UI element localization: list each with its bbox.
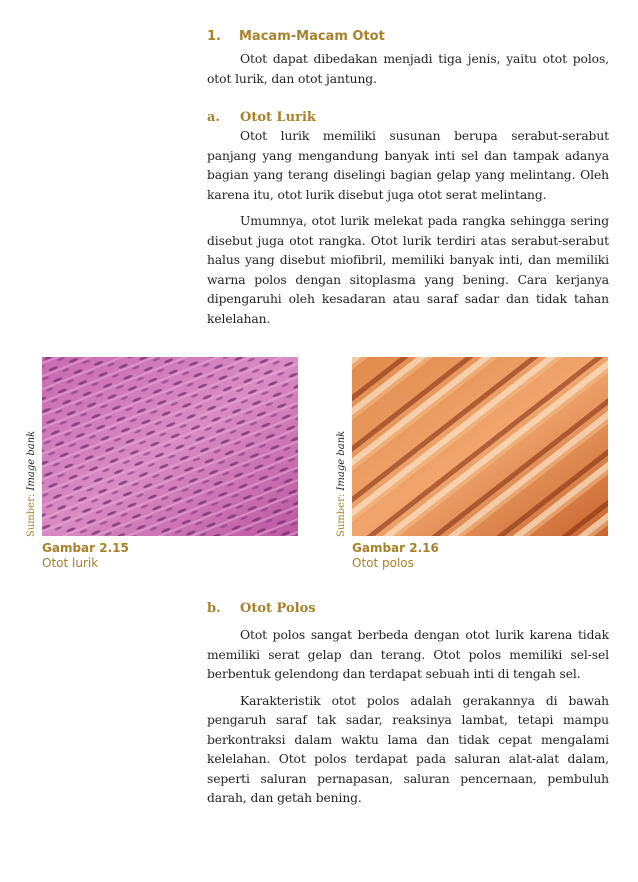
subsection-b-letter: b. [207, 601, 221, 616]
section-intro-block [207, 50, 609, 89]
figure-image-striated-muscle [42, 357, 298, 536]
paragraph: Otot lurik memiliki susunan berupa serabut-serabut panjang yang mengandung banyak inti sel dan tampak adanya bagian yang terang diselingi bagian gelap yang melintang. Oleh karena itu, otot lurik disebut juga otot serat melintang. [207, 129, 609, 202]
paragraph: Umumnya, otot lurik melekat pada rangka sehingga sering disebut juga otot rangka. Otot lurik terdiri atas serabut-serabut halus yang disebut miofibril, memiliki banyak inti, dan memiliki warna polos dengan sitoplasma yang bening. Cara kerjanya dipengaruhi oleh kesadaran atau saraf sadar dan tidak tahan kelelahan. [207, 214, 609, 326]
subsection-b-body [207, 626, 609, 809]
section-title: Macam-Macam Otot [239, 29, 385, 44]
section-heading [207, 29, 609, 44]
section-intro: Otot dapat dibedakan menjadi tiga jenis, yaitu otot polos, otot lurik, dan otot jantung. [207, 52, 609, 86]
paragraph: Karakteristik otot polos adalah gerakannya di bawah pengaruh saraf tak sadar, reaksinya lambat, tetapi mampu berkontraksi dalam waktu lama dan tidak cepat mengalami kelelahan. Otot polos terdapat pada saluran alat-alat dalam, seperti saluran pernapasan, saluran pencernaan, pembuluh darah, dan getah bening. [207, 693, 609, 805]
figure-desc: Otot polos [352, 556, 414, 570]
subsection-a-title: Otot Lurik [240, 110, 316, 125]
figure-credit: Sumber: Image bank [26, 430, 37, 537]
section-number: 1. [207, 29, 221, 44]
figure-title: Gambar 2.16 [352, 541, 439, 555]
figure-desc: Otot lurik [42, 556, 99, 570]
figure-credit: Sumber: Image bank [336, 430, 347, 537]
subsection-a-body [207, 127, 609, 329]
subsection-a-letter: a. [207, 110, 220, 125]
figure-caption [42, 541, 129, 571]
figure-image-smooth-muscle [352, 357, 608, 536]
subsection-b-heading [207, 601, 609, 616]
subsection-b-title: Otot Polos [240, 601, 316, 616]
subsection-a-heading [207, 110, 609, 125]
paragraph: Otot polos sangat berbeda dengan otot lurik karena tidak memiliki serat gelap dan terang. Otot polos memiliki sel-sel berbentuk gelendong dan terdapat sebuah inti di tengah sel. [207, 628, 609, 681]
figure-title: Gambar 2.15 [42, 541, 129, 555]
figure-caption [352, 541, 439, 571]
